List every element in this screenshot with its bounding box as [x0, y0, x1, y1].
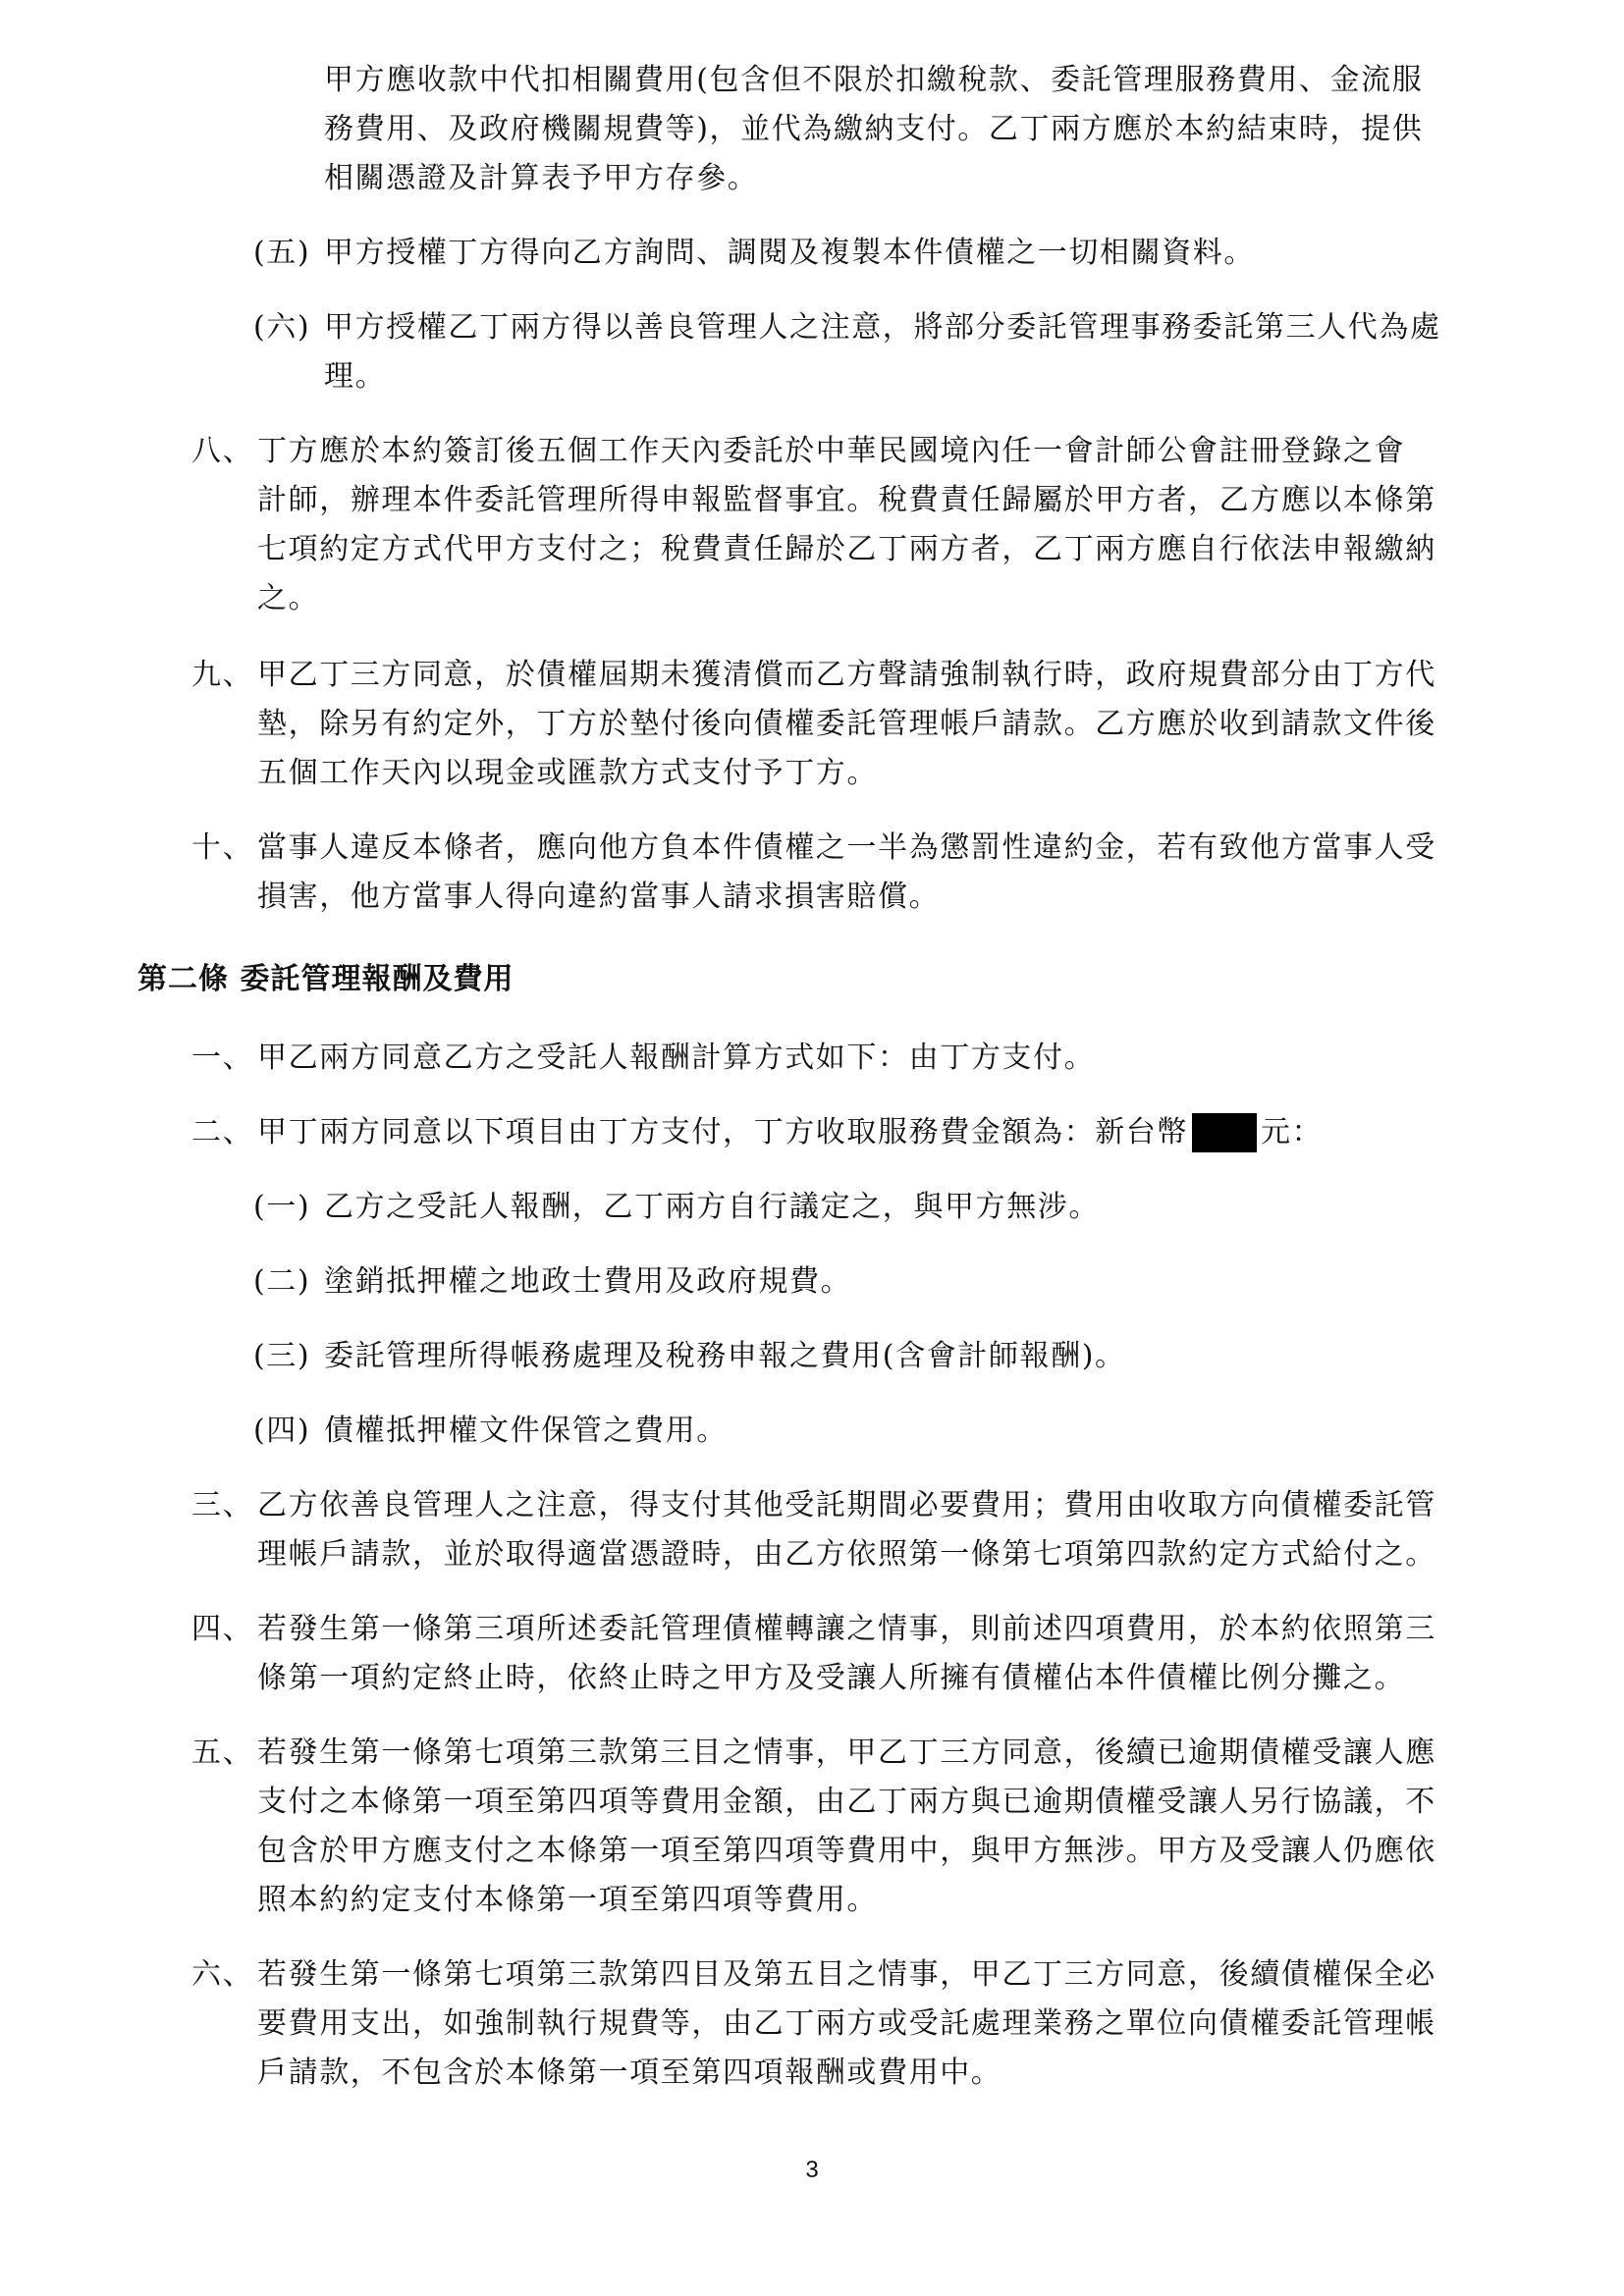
paragraph-line: 七項約定方式代甲方支付之；稅費責任歸於乙丁兩方者，乙丁兩方應自行依法申報繳納: [257, 532, 1436, 566]
paragraph-line: 計師，辦理本件委託管理所得申報監督事宜。稅費責任歸屬於甲方者，乙方應以本條第: [257, 483, 1436, 517]
paragraph-line: 之。: [257, 581, 320, 615]
item-marker: 六、: [191, 1957, 254, 1992]
paragraph-line: 甲方授權乙丁兩方得以善良管理人之注意，將部分委託管理事務委託第三人代為處: [324, 310, 1441, 345]
fee-text-before: 甲丁兩方同意以下項目由丁方支付，丁方收取服務費金額為：新台幣: [257, 1115, 1188, 1149]
paragraph-line: 戶請款，不包含於本條第一項至第四項報酬或費用中。: [257, 2056, 1002, 2090]
paragraph-line: 務費用、及政府機關規費等)，並代為繳納支付。乙丁兩方應於本約結束時，提供: [324, 112, 1424, 146]
paragraph-line: 要費用支出，如強制執行規費等，由乙丁兩方或受託處理業務之單位向債權委託管理帳: [257, 2006, 1436, 2041]
paragraph-line: 墊，除另有約定外，丁方於墊付後向債權委託管理帳戶請款。乙方應於收到請款文件後: [257, 707, 1436, 741]
item-marker: 九、: [191, 658, 254, 692]
sub-item-marker: (六): [253, 310, 311, 345]
fee-text-after: 元：: [1261, 1115, 1324, 1149]
fee-amount-line: [257, 1113, 1323, 1152]
paragraph-line: 甲乙丁三方同意，於債權屆期未獲清償而乙方聲請強制執行時，政府規費部分由丁方代: [257, 658, 1436, 692]
item-marker: 三、: [191, 1488, 254, 1522]
paragraph-line: 照本約約定支付本條第一項至第四項等費用。: [257, 1883, 878, 1917]
paragraph-line: 甲乙兩方同意乙方之受託人報酬計算方式如下：由丁方支付。: [257, 1041, 1096, 1075]
paragraph-line: 塗銷抵押權之地政士費用及政府規費。: [324, 1264, 852, 1299]
paragraph-line: 乙方之受託人報酬，乙丁兩方自行議定之，與甲方無涉。: [324, 1190, 1100, 1224]
paragraph-line: 損害，他方當事人得向違約當事人請求損害賠償。: [257, 880, 941, 914]
paragraph-line: 當事人違反本條者，應向他方負本件債權之一半為懲罰性違約金，若有致他方當事人受: [257, 830, 1436, 865]
paragraph-line: 理帳戶請款，並於取得適當憑證時，由乙方依照第一條第七項第四款約定方式給付之。: [257, 1537, 1436, 1572]
sub-item-marker: (一): [253, 1190, 311, 1224]
paragraph-line: 若發生第一條第七項第三款第四目及第五目之情事，甲乙丁三方同意，後續債權保全必: [257, 1957, 1436, 1992]
paragraph-line: 若發生第一條第三項所述委託管理債權轉讓之情事，則前述四項費用，於本約依照第三: [257, 1612, 1436, 1646]
paragraph-line: 五個工作天內以現金或匯款方式支付予丁方。: [257, 756, 878, 790]
redacted-amount: [1192, 1113, 1257, 1152]
item-marker: 八、: [191, 434, 254, 468]
page-number: 3: [805, 2157, 819, 2183]
paragraph-line: 理。: [324, 359, 387, 394]
sub-item-marker: (四): [253, 1414, 311, 1448]
paragraph-line: 債權抵押權文件保管之費用。: [324, 1414, 728, 1448]
sub-item-marker: (五): [253, 236, 311, 270]
article-heading: 第二條 委託管理報酬及費用: [137, 962, 514, 996]
paragraph-line: 若發生第一條第七項第三款第三目之情事，甲乙丁三方同意，後續已逾期債權受讓人應: [257, 1735, 1436, 1770]
paragraph-line: 甲方授權丁方得向乙方詢問、調閱及複製本件債權之一切相關資料。: [324, 236, 1255, 270]
item-marker: 二、: [191, 1115, 254, 1149]
paragraph-line: 包含於甲方應支付之本條第一項至第四項等費用中，與甲方無涉。甲方及受讓人仍應依: [257, 1834, 1436, 1868]
item-marker: 四、: [191, 1612, 254, 1646]
paragraph-line: 相關憑證及計算表予甲方存參。: [324, 161, 759, 195]
item-marker: 一、: [191, 1041, 254, 1075]
paragraph-line: 支付之本條第一項至第四項等費用金額，由乙丁兩方與已逾期債權受讓人另行協議，不: [257, 1785, 1436, 1819]
paragraph-line: 條第一項約定終止時，依終止時之甲方及受讓人所擁有債權佔本件債權比例分攤之。: [257, 1661, 1406, 1695]
item-marker: 五、: [191, 1735, 254, 1770]
item-marker: 十、: [191, 830, 254, 865]
sub-item-marker: (二): [253, 1264, 311, 1299]
paragraph-line: 甲方應收款中代扣相關費用(包含但不限於扣繳稅款、委託管理服務費用、金流服: [324, 63, 1424, 97]
paragraph-line: 委託管理所得帳務處理及稅務申報之費用(含會計師報酬)。: [324, 1339, 1126, 1373]
paragraph-line: 丁方應於本約簽訂後五個工作天內委託於中華民國境內任一會計師公會註冊登錄之會: [257, 434, 1406, 468]
sub-item-marker: (三): [253, 1339, 311, 1373]
paragraph-line: 乙方依善良管理人之注意，得支付其他受託期間必要費用；費用由收取方向債權委託管: [257, 1488, 1436, 1522]
